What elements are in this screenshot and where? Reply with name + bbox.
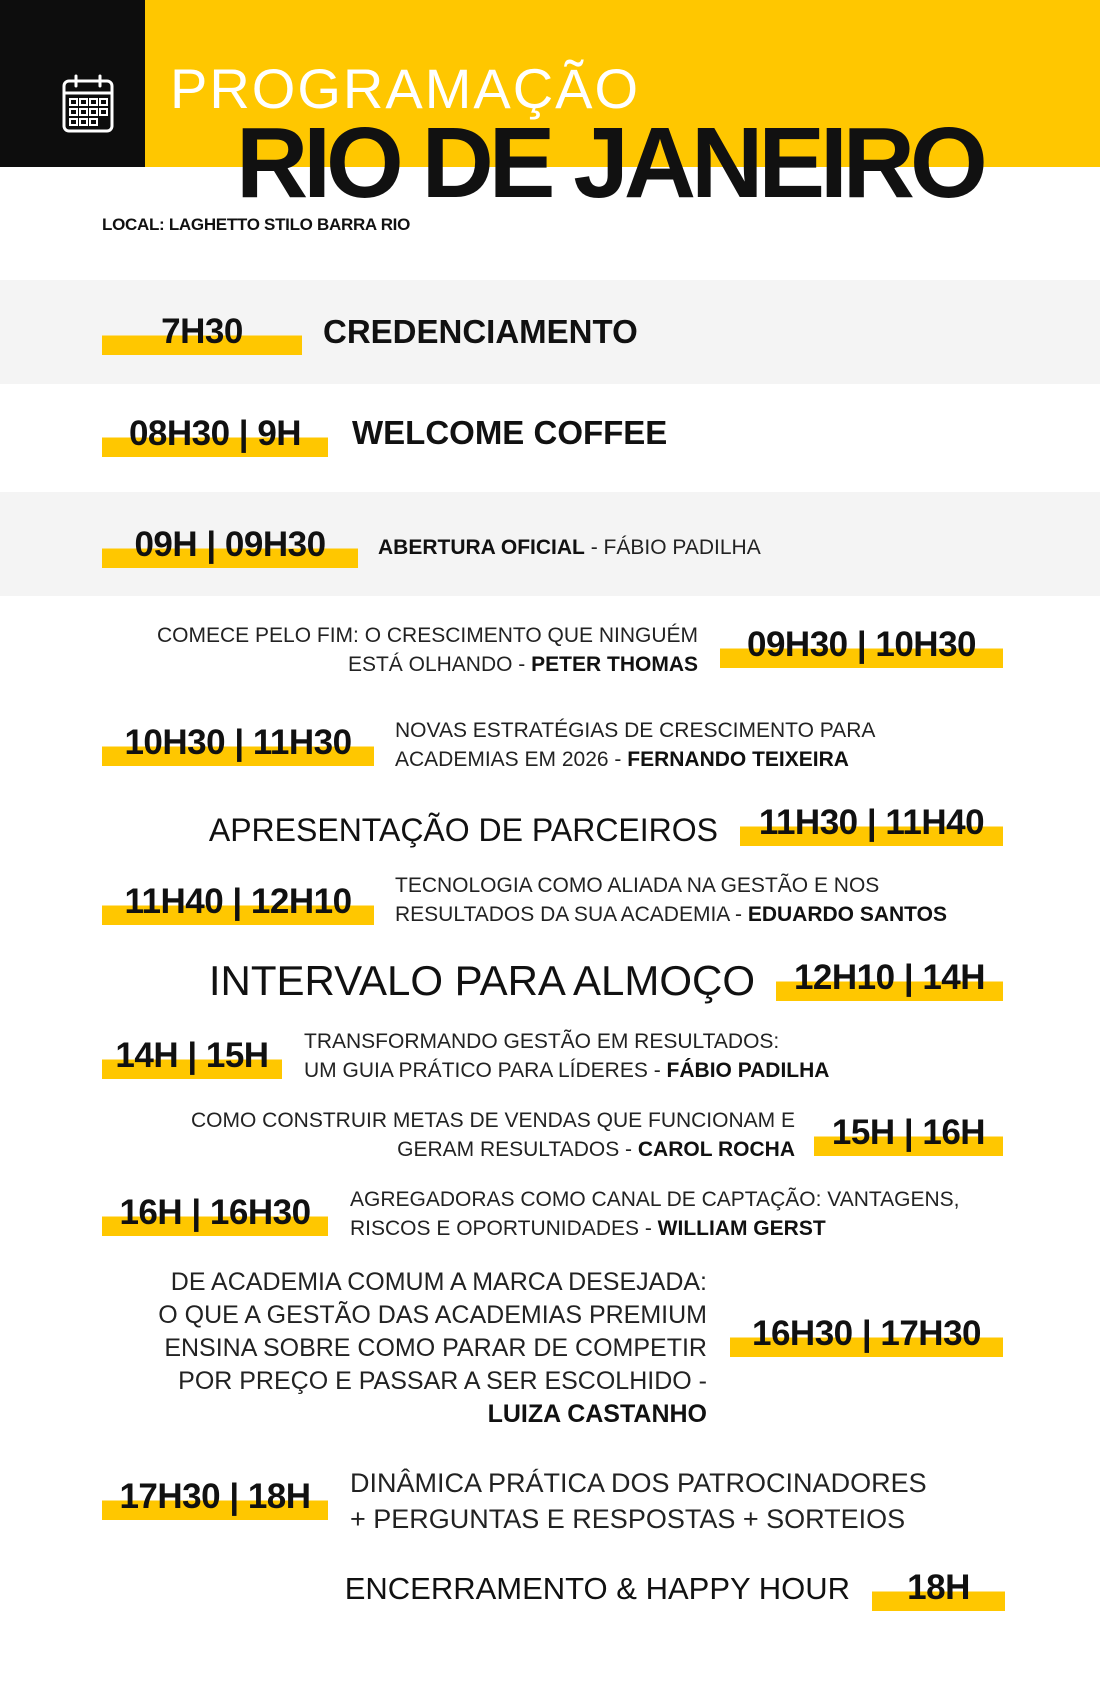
speaker-name: CAROL ROCHA xyxy=(637,1138,795,1161)
session-text xyxy=(395,871,947,929)
time-badge: 09H30 | 10H30 xyxy=(720,622,1003,668)
session-line: O QUE A GESTÃO DAS ACADEMIAS PREMIUM xyxy=(158,1301,707,1329)
calendar-icon xyxy=(61,73,117,137)
session-line: COMO CONSTRUIR METAS DE VENDAS QUE FUNCIONAM E xyxy=(191,1109,795,1132)
session-line: DE ACADEMIA COMUM A MARCA DESEJADA: xyxy=(170,1268,707,1296)
session-line: POR PREÇO E PASSAR A SER ESCOLHIDO - xyxy=(178,1367,707,1395)
session-line-with-speaker: GERAM RESULTADOS - CAROL ROCHA xyxy=(397,1138,795,1161)
session-text xyxy=(304,1027,829,1085)
session-line-with-speaker: ACADEMIAS EM 2026 - FERNANDO TEIXEIRA xyxy=(395,748,849,771)
calendar-icon-box xyxy=(0,0,145,167)
time-badge: 18H xyxy=(872,1565,1005,1611)
speaker-line xyxy=(158,1398,707,1431)
session-line: DINÂMICA PRÁTICA DOS PATROCINADORES xyxy=(350,1468,927,1498)
session-line-with-speaker: UM GUIA PRÁTICO PARA LÍDERES - FÁBIO PADILHA xyxy=(304,1059,830,1082)
session-title: ENCERRAMENTO & HAPPY HOUR xyxy=(344,1571,850,1606)
speaker-name: LUIZA CASTANHO xyxy=(487,1400,707,1428)
session-text: ABERTURA OFICIAL - FÁBIO PADILHA xyxy=(378,536,761,559)
session-line-with-speaker: RISCOS E OPORTUNIDADES - WILLIAM GERST xyxy=(350,1217,826,1240)
time-badge: 11H30 | 11H40 xyxy=(740,800,1003,846)
session-line: + PERGUNTAS E RESPOSTAS + SORTEIOS xyxy=(350,1504,906,1534)
session-text xyxy=(350,1465,927,1537)
location-label: LOCAL: LAGHETTO STILO BARRA RIO xyxy=(102,215,411,234)
speaker-name: FÁBIO PADILHA xyxy=(666,1059,830,1082)
session-line: TECNOLOGIA COMO ALIADA NA GESTÃO E NOS xyxy=(395,874,880,897)
time-badge: 17H30 | 18H xyxy=(102,1474,328,1520)
session-line: ENSINA SOBRE COMO PARAR DE COMPETIR xyxy=(164,1334,707,1362)
session-title: INTERVALO PARA ALMOÇO xyxy=(208,957,755,1004)
session-line: NOVAS ESTRATÉGIAS DE CRESCIMENTO PARA xyxy=(395,719,876,742)
time-badge: 16H30 | 17H30 xyxy=(730,1311,1003,1357)
time-badge: 09H | 09H30 xyxy=(102,522,358,568)
session-line-with-speaker: ESTÁ OLHANDO - PETER THOMAS xyxy=(347,653,698,676)
speaker-name: EDUARDO SANTOS xyxy=(747,903,947,926)
time-badge: 08H30 | 9H xyxy=(102,411,328,457)
time-badge: 14H | 15H xyxy=(102,1033,282,1079)
session-text xyxy=(191,1106,795,1164)
session-text xyxy=(157,621,698,679)
speaker-name: WILLIAM GERST xyxy=(657,1217,826,1240)
session-line: COMECE PELO FIM: O CRESCIMENTO QUE NINGUÉM xyxy=(157,624,698,647)
session-title: ABERTURA OFICIAL xyxy=(378,536,585,559)
session-title: CREDENCIAMENTO xyxy=(323,313,638,350)
speaker-name: FÁBIO PADILHA xyxy=(603,536,761,559)
time-badge: 12H10 | 14H xyxy=(776,955,1003,1001)
session-line: AGREGADORAS COMO CANAL DE CAPTAÇÃO: VANTAGENS, xyxy=(350,1188,960,1211)
speaker-name: PETER THOMAS xyxy=(531,653,698,676)
session-title: APRESENTAÇÃO DE PARCEIROS xyxy=(208,812,718,848)
session-text xyxy=(158,1266,707,1431)
time-badge: 11H40 | 12H10 xyxy=(102,879,374,925)
session-text xyxy=(350,1185,960,1243)
speaker-name: FERNANDO TEIXEIRA xyxy=(627,748,849,771)
page-title: RIO DE JANEIRO xyxy=(236,107,983,219)
page-subtitle: PROGRAMAÇÃO xyxy=(170,57,641,120)
time-badge: 15H | 16H xyxy=(814,1110,1003,1156)
time-badge: 7H30 xyxy=(102,309,302,355)
session-title: WELCOME COFFEE xyxy=(352,414,668,451)
time-badge: 10H30 | 11H30 xyxy=(102,720,374,766)
time-badge: 16H | 16H30 xyxy=(102,1190,328,1236)
session-text xyxy=(395,716,875,774)
session-line-with-speaker: RESULTADOS DA SUA ACADEMIA - EDUARDO SANTOS xyxy=(395,903,947,926)
session-line: TRANSFORMANDO GESTÃO EM RESULTADOS: xyxy=(304,1030,780,1053)
